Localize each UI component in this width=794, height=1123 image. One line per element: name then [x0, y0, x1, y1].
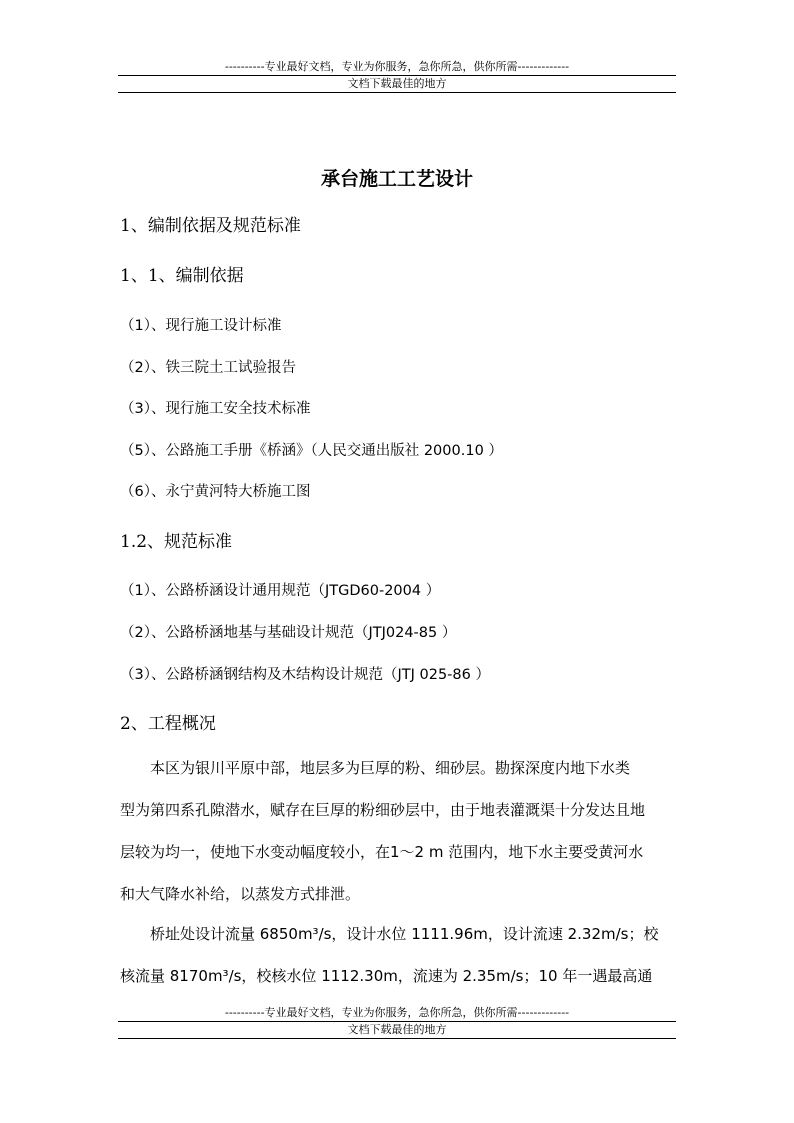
section-1-heading: 1、编制依据及规范标准 [120, 216, 301, 236]
overview-paragraph-1 [120, 747, 676, 915]
basis-item: （5）、公路施工手册《桥涵》（人民交通出版社 2000.10 ） [120, 443, 503, 459]
paragraph-line: 本区为银川平原中部，地层多为巨厚的粉、细砂层。勘探深度内地下水类 [150, 759, 631, 777]
footer-rule-bottom [118, 1038, 676, 1039]
standard-item: （2）、公路桥涵地基与基础设计规范（JTJ024-85 ） [120, 625, 457, 641]
standard-item: （3）、公路桥涵钢结构及木结构设计规范（JTJ 025-86 ） [120, 667, 490, 683]
basis-item: （2）、铁三院土工试验报告 [120, 360, 296, 376]
footer-subline: 文档下载最佳的地方 [347, 1023, 447, 1036]
header-subline: 文档下载最佳的地方 [347, 77, 447, 90]
standard-item: （1）、公路桥涵设计通用规范（JTGD60-2004 ） [120, 583, 441, 599]
paragraph-line: 型为第四系孔隙潜水，赋存在巨厚的粉细砂层中，由于地表灌溉渠十分发达且地 [120, 801, 646, 819]
overview-paragraph-2 [120, 913, 676, 997]
section-1-1-heading: 1、1、编制依据 [120, 266, 244, 286]
document-title: 承台施工工艺设计 [320, 168, 473, 190]
page-header [118, 60, 676, 93]
basis-item: （6）、永宁黄河特大桥施工图 [120, 484, 311, 500]
section-1-2-heading: 1.2、规范标准 [120, 532, 233, 552]
paragraph-line: 桥址处设计流量 6850m³/s，设计水位 1111.96m，设计流速 2.32m/s；校 [150, 925, 659, 943]
page-footer [118, 1006, 676, 1039]
header-rule-bottom [118, 92, 676, 93]
header-tagline: ----------专业最好文档，专业为你服务，急你所急，供你所需------------- [224, 60, 570, 73]
basis-item: （3）、现行施工安全技术标准 [120, 401, 311, 417]
footer-tagline: ----------专业最好文档，专业为你服务，急你所急，供你所需------------- [224, 1006, 570, 1019]
paragraph-line: 层较为均一，使地下水变动幅度较小，在1～2 m 范围内，地下水主要受黄河水 [120, 843, 644, 861]
paragraph-line: 和大气降水补给，以蒸发方式排泄。 [120, 885, 361, 903]
basis-item: （1）、现行施工设计标准 [120, 318, 282, 334]
section-2-heading: 2、工程概况 [120, 714, 216, 734]
paragraph-line: 核流量 8170m³/s，校核水位 1112.30m，流速为 2.35m/s；10 年一遇最高通 [120, 967, 653, 985]
